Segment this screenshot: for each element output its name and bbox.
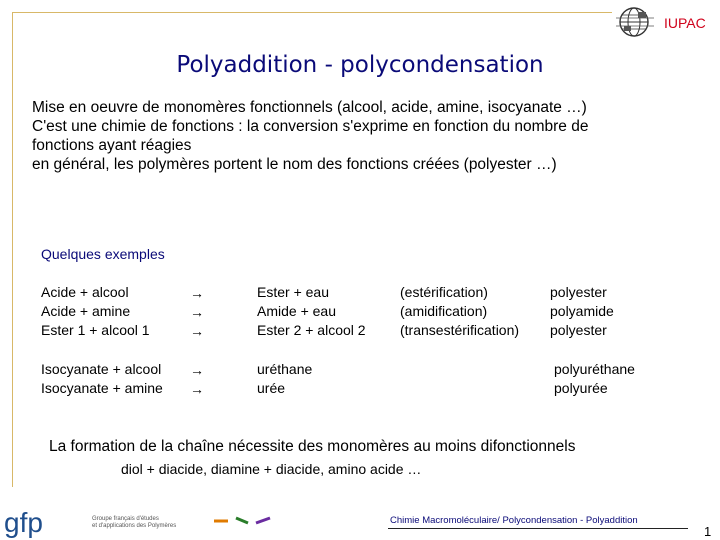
arrow-icon: → bbox=[190, 381, 204, 397]
reactant-text: Acide + amine bbox=[41, 303, 131, 319]
intro-paragraph bbox=[32, 98, 712, 174]
intro-line: C'est une chimie de fonctions : la conversion s'exprime en fonction du nombre de bbox=[32, 118, 589, 135]
gfp-logo bbox=[4, 506, 64, 540]
product-text: urée bbox=[257, 380, 286, 396]
reaction-text: (transestérification) bbox=[400, 322, 520, 338]
product-text: Ester + eau bbox=[257, 284, 329, 300]
polymer-column-2 bbox=[554, 360, 635, 398]
intro-line: en général, les polymères portent le nom des fonctions créées (polyester …) bbox=[32, 156, 557, 173]
arrow-icon: → bbox=[190, 362, 204, 378]
intro-line: fonctions ayant réagies bbox=[32, 137, 192, 154]
product-column-1 bbox=[257, 283, 366, 340]
frame-left-line bbox=[12, 12, 13, 487]
arrow-icon: → bbox=[190, 285, 204, 301]
svg-text:gfp: gfp bbox=[4, 507, 43, 538]
frame-top-line bbox=[12, 12, 612, 13]
iupac-label: IUPAC bbox=[664, 15, 706, 31]
product-column-2 bbox=[257, 360, 312, 398]
arrow-icon: → bbox=[190, 304, 204, 320]
polymer-text: polyuréthane bbox=[554, 361, 635, 377]
reactant-text: Ester 1 + alcool 1 bbox=[41, 322, 150, 338]
reactant-column-2 bbox=[41, 360, 163, 398]
page-title: Polyaddition - polycondensation bbox=[176, 52, 544, 78]
polymer-text: polyamide bbox=[550, 303, 614, 319]
reaction-text: (estérification) bbox=[400, 284, 488, 300]
iupac-globe-logo bbox=[614, 4, 660, 40]
reaction-column bbox=[400, 283, 519, 340]
reaction-text: (amidification) bbox=[400, 303, 488, 319]
arrow-column-2 bbox=[190, 361, 204, 399]
conclusion-examples: diol + diacide, diamine + diacide, amino acide … bbox=[121, 461, 422, 477]
product-text: Ester 2 + alcool 2 bbox=[257, 322, 366, 338]
intro-line: Mise en oeuvre de monomères fonctionnels (alcool, acide, amine, isocyanate …) bbox=[32, 99, 587, 116]
decorative-dashes bbox=[212, 514, 274, 528]
arrow-icon: → bbox=[190, 323, 204, 339]
reactant-text: Acide + alcool bbox=[41, 284, 129, 300]
gfp-caption: Groupe français d'études et d'applications des Polymères bbox=[92, 516, 177, 529]
reactant-column-1 bbox=[41, 283, 150, 340]
product-text: Amide + eau bbox=[257, 303, 336, 319]
footer-divider bbox=[388, 528, 688, 529]
polymer-text: polyurée bbox=[554, 380, 608, 396]
reactant-text: Isocyanate + amine bbox=[41, 380, 163, 396]
arrow-column-1 bbox=[190, 284, 204, 341]
polymer-column-1 bbox=[550, 283, 614, 340]
reactant-text: Isocyanate + alcool bbox=[41, 361, 162, 377]
conclusion-text: La formation de la chaîne nécessite des monomères au moins difonctionnels bbox=[49, 438, 576, 455]
product-text: uréthane bbox=[257, 361, 313, 377]
polymer-text: polyester bbox=[550, 284, 607, 300]
polymer-text: polyester bbox=[550, 322, 607, 338]
examples-heading: Quelques exemples bbox=[41, 246, 165, 262]
page-number: 1 bbox=[704, 524, 712, 539]
footer-course-title: Chimie Macromoléculaire/ Polycondensation - Polyaddition bbox=[390, 515, 638, 526]
